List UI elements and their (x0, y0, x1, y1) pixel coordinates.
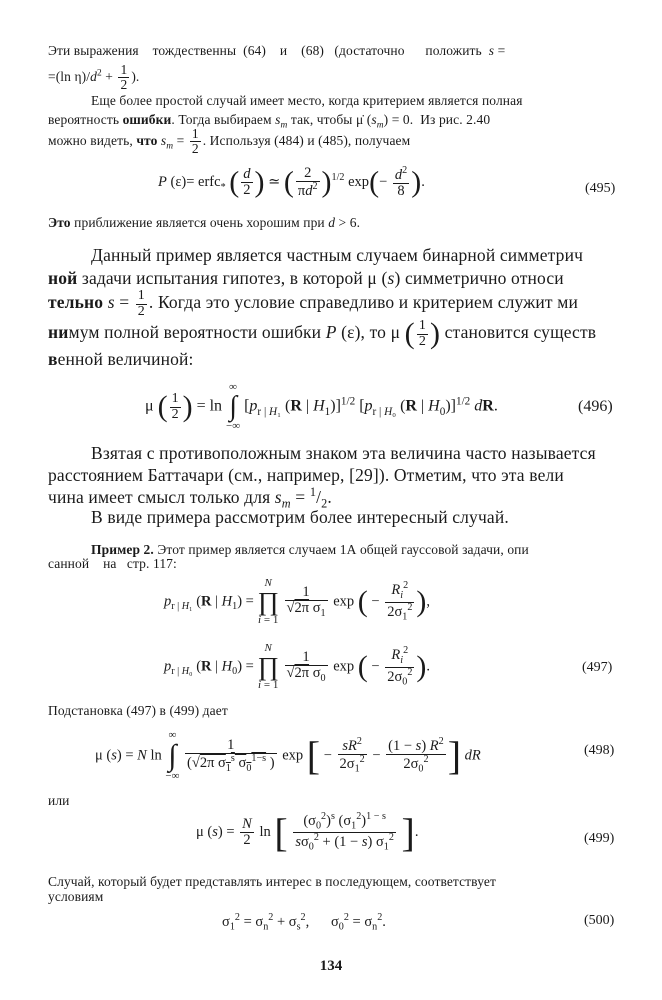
page-number: 134 (319, 958, 343, 974)
equation-number: (497) (582, 660, 613, 675)
equation-499: μ (s) = $\frac{N}{2}$ ln [ $\frac{(\sigma_0^2)^s (\sigma_1^2)^{1 - s}}{s\sigma_0^2 + (1 - s) \sigma_1^2}$ ]. (196, 809, 419, 855)
text-line: ной задачи испытания гипотез, в которой μ (s) симметрично относи (48, 268, 564, 288)
text-line: Это приближение является очень хорошим при d > 6. (48, 215, 361, 230)
example-text: Этот пример является случаем 1А общей гауссовой задачи, опи (157, 542, 529, 557)
equation-498: μ (s) = N ln ∞ ∫ −∞ $\frac{1}{(√2\pi \sigma_1^s \sigma_0^{1-s} )}$ exp [ − $\frac{sR^2}{2\sigma_1^2}$ − $\frac{(1 - s) R^2}{2\sigma_0^2}$ ] dR (95, 729, 481, 782)
equation-495: P (ε)= erfc$_*$ ( $\frac{d}{2}$ ) ≃ ( $\frac{2}{\pi d^2}$ )$^{1/2}$ exp(− $\frac{d^2}{8}$ ). (158, 165, 425, 200)
example-label: Пример 2. (91, 542, 154, 557)
text-line: Случай, который будет представлять интерес в последующем, соответствует (48, 874, 496, 889)
equation-500: $\sigma_1^2 = \sigma_n^2 + \sigma_s^2$, $\sigma_0^2 = \sigma_n^2$. (222, 912, 386, 933)
equation-number: (499) (584, 831, 615, 846)
text-line: В виде примера рассмотрим более интересный случай. (91, 507, 509, 527)
text-line: Подстановка (497) в (499) дает (48, 703, 228, 718)
text-line: условиям (48, 889, 104, 904)
equation-497-b: $p_{r | H_0}$ (R | $H_0$) = N ∏ i = 1 $\frac{1}{√2\pi \sigma_0}$ exp ( − $\frac{R_i^2}{2\sigma_0^2}$ ). (164, 642, 431, 691)
text-line: Еще более простой случай имеет место, когда критерием является полная (91, 93, 523, 108)
text-line: вероятность ошибки. Тогда выбираем $s_m$ так, чтобы μ̇ $(s_m) = 0$. Из рис. 2.40 (48, 112, 491, 131)
equation-number: (498) (584, 743, 615, 758)
text-line: Данный пример является частным случаем бинарной симметрич (91, 245, 584, 265)
text-line: =(ln $\eta)/d^2$ + $\frac{1}{2}$ ). (48, 62, 140, 93)
equation-number: (500) (584, 913, 615, 928)
text-line: венной величиной: (48, 349, 194, 369)
text-line: нимум полной вероятности ошибки P (ε), то μ ( $\frac{1}{2}$ ) становится существ (48, 317, 597, 351)
text-line: Эти выражения тождественны (64) и (68) (достаточно положить s = (48, 43, 506, 58)
equation-496: μ ( $\frac{1}{2}$ ) = ln ∞ ∫ −∞ [$p_{r | H_1}$ (R | $H_1)]^{1/2}$ [$p_{r | H_0}$ (R | $H_0)]^{1/2}$ dR. (145, 381, 498, 432)
equation-number: (495) (585, 181, 616, 196)
equation-number: (496) (578, 398, 613, 415)
text-line: чина имеет смысл только для $s_m = ^1/_2$. (48, 485, 332, 511)
equation-497-a: $p_{r | H_1}$ (R | $H_1$) = N ∏ i = 1 $\frac{1}{√2\pi \sigma_1}$ exp ( − $\frac{R_i^2}{2\sigma_1^2}$ ), (164, 577, 431, 626)
text-line: санной на стр. 117: (48, 556, 177, 571)
text-line: или (48, 793, 70, 808)
text-line: Взятая с противоположным знаком эта величина часто называется (91, 443, 596, 463)
text-line: можно видеть, что $s_m$ = $\frac{1}{2}$ . Используя (484) и (485), получаем (48, 126, 411, 157)
text-line: тельно s = $\frac{1}{2}$ . Когда это условие справедливо и критерием служит ми (48, 288, 578, 319)
text-line: расстоянием Баттачари (см., например, [29]). Отметим, что эта вели (48, 465, 564, 485)
